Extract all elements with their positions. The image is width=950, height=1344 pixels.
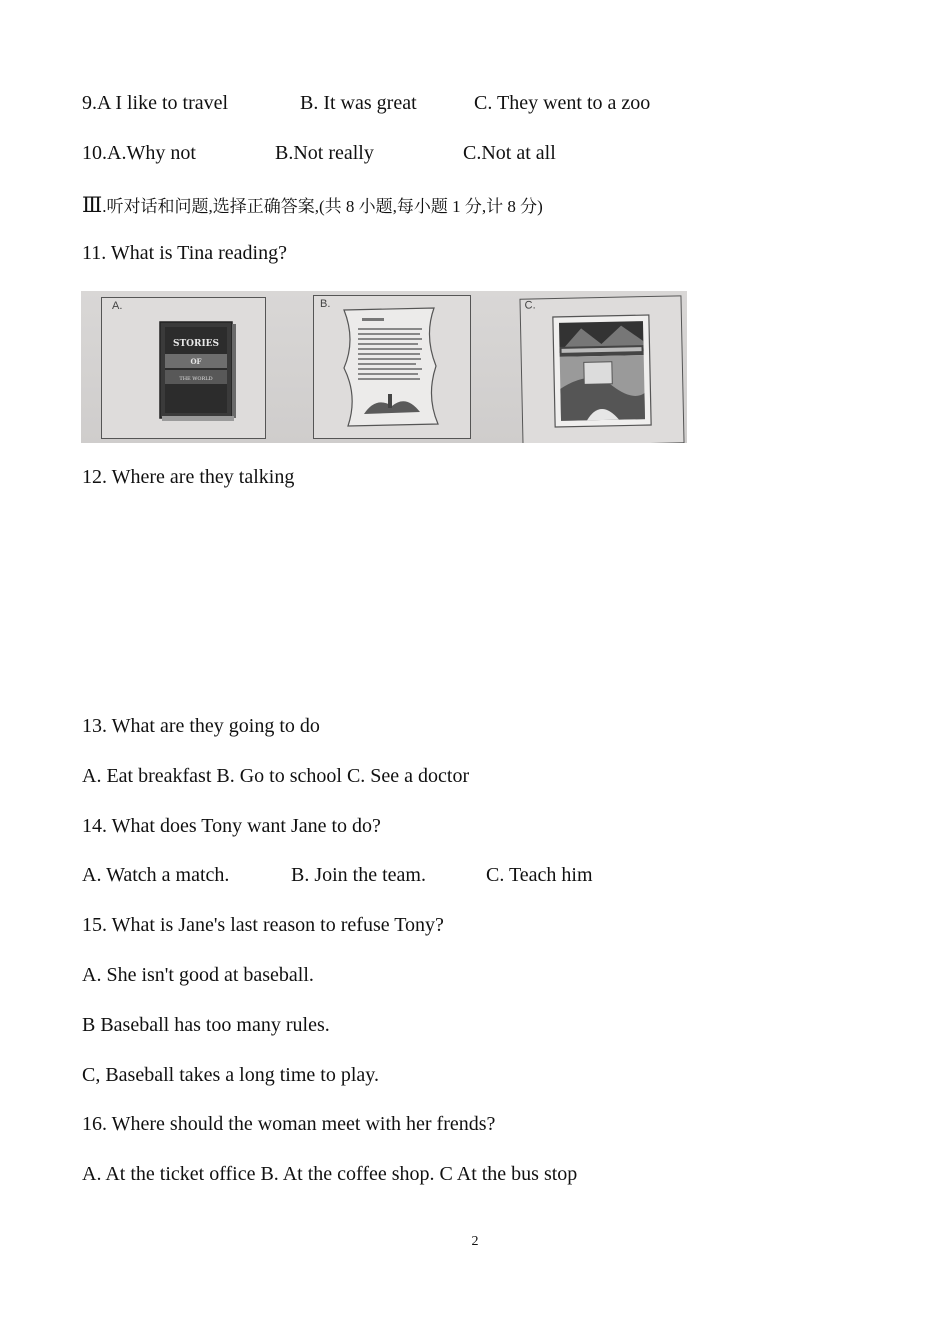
book-title-line-2: OF — [190, 357, 202, 366]
q11-panel-b — [313, 295, 471, 439]
section-3-heading — [82, 193, 543, 219]
q12-question: 12. Where are they talking — [82, 466, 295, 488]
q11-label-b: B. — [320, 298, 331, 310]
q11-question: 11. What is Tina reading? — [82, 242, 287, 264]
q14-option-a: A. Watch a match. — [82, 864, 230, 886]
q15-option-a: A. She isn't good at baseball. — [82, 964, 314, 986]
q13-options: A. Eat breakfast B. Go to school C. See a doctor — [82, 765, 470, 787]
q13-question: 13. What are they going to do — [82, 715, 320, 737]
q9-option-c: C. They went to a zoo — [474, 92, 651, 114]
magazine-icon — [520, 296, 683, 443]
q11-label-c: C. — [524, 299, 536, 312]
q10-option-c: C.Not at all — [463, 142, 556, 164]
q16-options: A. At the ticket office B. At the coffee shop. C At the bus stop — [82, 1163, 578, 1185]
q14-option-b: B. Join the team. — [291, 864, 426, 886]
letter-icon — [314, 296, 470, 438]
q15-question: 15. What is Jane's last reason to refuse Tony? — [82, 914, 444, 936]
q9-option-a: 9.A I like to travel — [82, 92, 229, 114]
q15-option-c: C, Baseball takes a long time to play. — [82, 1064, 379, 1086]
book-title-line-3: THE WORLD — [179, 376, 213, 382]
q11-picture-options — [81, 291, 687, 443]
section-3-instructions: .听对话和问题,选择正确答案,(共 8 小题,每小题 1 分,计 8 分) — [102, 197, 543, 216]
q11-panel-c — [519, 295, 684, 443]
q10-option-b: B.Not really — [275, 142, 374, 164]
section-3-numeral: Ⅲ — [82, 193, 103, 217]
q16-question: 16. Where should the woman meet with her frends? — [82, 1113, 496, 1135]
q10-option-a: 10.A.Why not — [82, 142, 196, 164]
q11-label-a: A. — [112, 300, 123, 312]
q9-option-b: B. It was great — [300, 92, 417, 114]
q14-option-c: C. Teach him — [486, 864, 593, 886]
q15-option-b: B Baseball has too many rules. — [82, 1014, 330, 1036]
book-icon — [102, 298, 265, 438]
page-number: 2 — [471, 1234, 479, 1249]
q11-panel-a — [101, 297, 266, 439]
book-title-line-1: STORIES — [172, 339, 220, 349]
q14-question: 14. What does Tony want Jane to do? — [82, 815, 381, 837]
